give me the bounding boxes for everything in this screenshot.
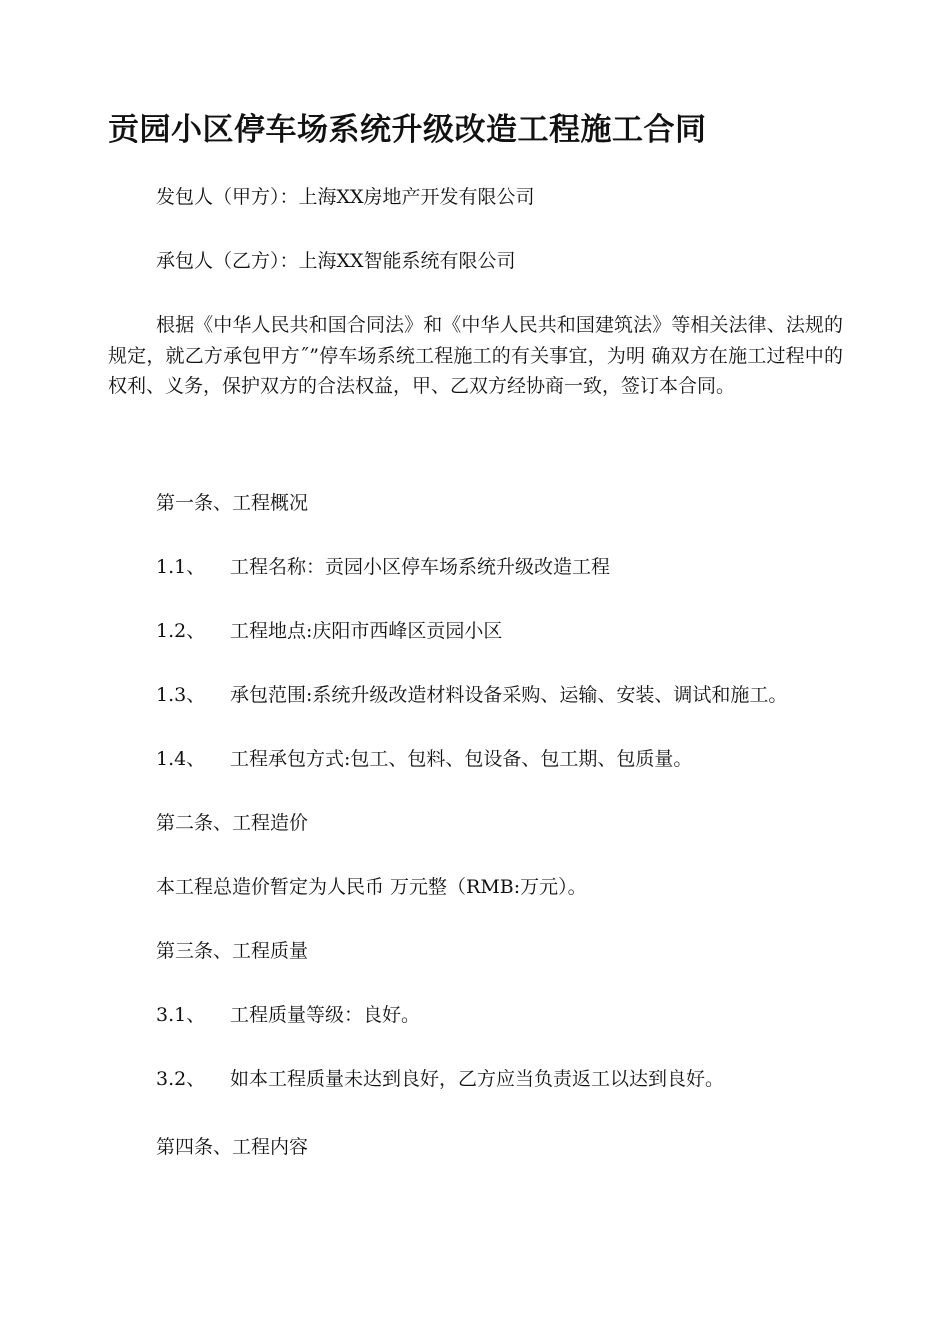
article1-item [156, 553, 610, 581]
item-number: 1.1、 [156, 556, 206, 578]
article1-heading: 第一条、工程概况 [156, 492, 309, 514]
article3-item [156, 1001, 420, 1029]
preamble-paragraph: 根据《中华人民共和国合同法》和《中华人民共和国建筑法》等相关法律、法规的规定，就乙方承包甲方˝”停车场系统工程施工的有关事宜，为明 确双方在施工过程中的权利、义务，保护双方的合法权益，甲、乙双方经协商一致，签订本合同。 [108, 314, 843, 397]
document-title: 贡园小区停车场系统升级改造工程施工合同 [108, 112, 707, 148]
item-number: 1.2、 [156, 620, 206, 642]
item-number: 1.3、 [156, 684, 206, 706]
item-text: 承包范围:系统升级改造材料设备采购、运输、安装、调试和施工。 [230, 684, 788, 706]
article3-heading: 第三条、工程质量 [156, 940, 309, 962]
item-text: 工程名称：贡园小区停车场系统升级改造工程 [230, 556, 611, 578]
item-number: 3.2、 [156, 1068, 206, 1090]
article2-heading: 第二条、工程造价 [156, 812, 309, 834]
article4-heading: 第四条、工程内容 [156, 1136, 309, 1158]
item-number: 3.1、 [156, 1004, 206, 1026]
article1-item [156, 617, 502, 645]
article2-text: 本工程总造价暂定为人民币 万元整（RMB:万元）。 [156, 876, 587, 898]
item-text: 工程承包方式:包工、包料、包设备、包工期、包质量。 [230, 748, 693, 770]
article1-item [156, 745, 692, 773]
item-number: 1.4、 [156, 748, 206, 770]
item-text: 如本工程质量未达到良好，乙方应当负责返工以达到良好。 [230, 1068, 725, 1090]
article1-item [156, 681, 787, 709]
party-a: 发包人（甲方）：上海XX房地产开发有限公司 [156, 186, 535, 208]
article3-item [156, 1065, 724, 1093]
item-text: 工程质量等级：良好。 [230, 1004, 421, 1026]
item-text: 工程地点:庆阳市西峰区贡园小区 [230, 620, 503, 642]
party-b: 承包人（乙方）：上海XX智能系统有限公司 [156, 250, 516, 272]
